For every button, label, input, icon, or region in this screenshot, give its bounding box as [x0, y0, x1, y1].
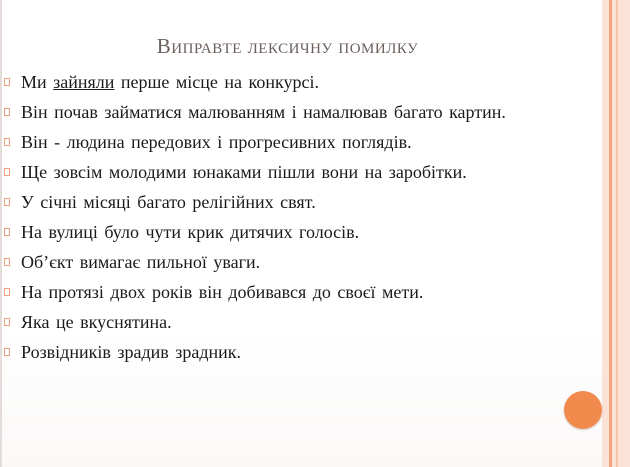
list-item	[0, 99, 580, 125]
sentence-text-tail: перше місце на конкурсі.	[114, 72, 319, 92]
list-item	[0, 189, 580, 215]
bullet-icon	[4, 108, 10, 116]
sentence-text: Яка це вкуснятина.	[21, 312, 172, 332]
list-item	[0, 309, 580, 335]
sentence-text: На протязі двох років він добивався до своєї мети.	[21, 282, 424, 302]
list-item	[0, 219, 580, 245]
bullet-icon	[4, 138, 10, 146]
list-item	[0, 129, 580, 155]
right-decorative-line	[609, 0, 612, 467]
bullet-icon	[4, 258, 10, 266]
bullet-icon	[4, 168, 10, 176]
slide-title: Виправте лексичну помилку	[156, 34, 419, 58]
sentence-text: Розвідників зрадив зрадник.	[21, 342, 241, 362]
orange-circle-decoration	[564, 391, 602, 429]
right-decorative-line-thin	[616, 0, 618, 467]
bullet-icon	[4, 198, 10, 206]
sentence-text: Він почав займатися малюванням і намалював багато картин.	[21, 102, 506, 122]
sentence-text: Ще зовсім молодими юнаками пішли вони на заробітки.	[21, 162, 467, 182]
bullet-icon	[4, 228, 10, 236]
sentence-text: У січні місяці багато релігійних свят.	[21, 192, 316, 212]
sentence-text: Об’єкт вимагає пильної уваги.	[21, 252, 261, 272]
list-item	[0, 279, 580, 305]
list-item	[0, 339, 580, 365]
sentence-text: Ми	[21, 72, 54, 92]
bullet-icon	[4, 348, 10, 356]
list-item	[0, 159, 580, 185]
underlined-word: зайняли	[53, 72, 115, 92]
bullet-icon	[4, 78, 10, 86]
bullet-icon	[4, 318, 10, 326]
bullet-icon	[4, 288, 10, 296]
sentence-text: На вулиці було чути крик дитячих голосів.	[21, 222, 360, 242]
sentence-text: Він - людина передових і прогресивних поглядів.	[21, 132, 412, 152]
sentence-list	[0, 69, 580, 369]
list-item	[0, 69, 580, 95]
list-item	[0, 249, 580, 275]
